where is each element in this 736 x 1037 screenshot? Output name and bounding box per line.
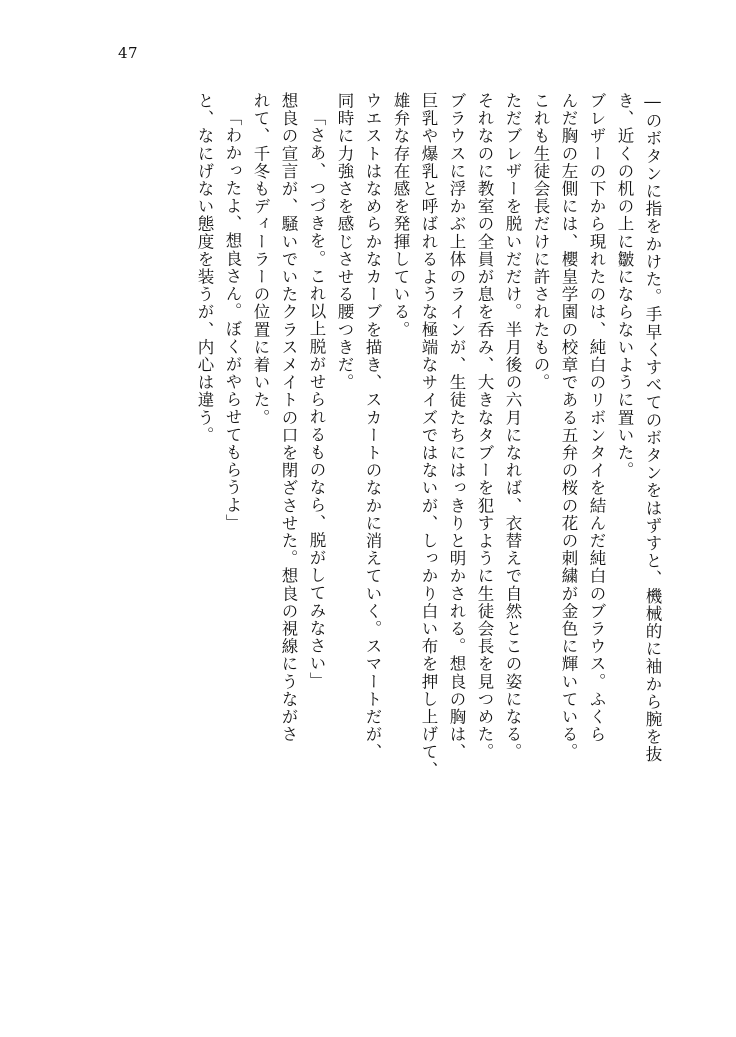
text-line: 同時に力強さを感じさせる腰つきだ。 xyxy=(335,92,354,392)
text-line: それなのに教室の全員が息を呑み、大きなタブーを犯すように生徒会長を見つめた。 xyxy=(475,92,494,761)
text-line: これも生徒会長だけに許されたもの。 xyxy=(531,92,550,392)
text-line: 巨乳や爆乳と呼ばれるような極端なサイズではないが、しっかり白い布を押し上げて、 xyxy=(419,92,438,779)
text-line: ウエストはなめらかなカーブを描き、スカートのなかに消えていく。スマートだが、 xyxy=(363,92,382,761)
text-line: 雄弁な存在感を発揮している。 xyxy=(391,92,410,339)
text-line: 「わかったよ、想良さん。ぼくがやらせてもらうよ」 xyxy=(223,109,242,532)
text-line: ただブレザーを脱いだだけ。半月後の六月になれば、衣替えで自然とこの姿になる。 xyxy=(503,92,522,761)
text-line: ―のボタンに指をかけた。手早くすべてのボタンをはずすと、機械的に袖から腕を抜 xyxy=(643,92,662,764)
text-line: と、なにげない態度を装うが、内心は違う。 xyxy=(195,92,214,444)
text-line: んだ胸の左側には、櫻皇学園の校章である五弁の桜の花の刺繍が金色に輝いている。 xyxy=(559,92,578,761)
body-text-block xyxy=(90,92,660,972)
text-line: れて、千冬もディーラーの位置に着いた。 xyxy=(251,92,270,427)
text-line: ブレザーの下から現れたのは、純白のリボンタイを結んだ純白のブラウス。ふくら xyxy=(587,92,606,744)
text-line: 「さあ、つづきを。これ以上脱がせられるものなら、脱がしてみなさい」 xyxy=(307,109,326,690)
page-number: 47 xyxy=(118,44,139,62)
text-line: き、近くの机の上に皺にならないように置いた。 xyxy=(615,92,634,480)
text-line: 想良の宣言が、騒いでいたクラスメイトの口を閉ざさせた。想良の視線にうながさ xyxy=(279,92,298,744)
text-line: ブラウスに浮かぶ上体のラインが、生徒たちにはっきりと明かされる。想良の胸は、 xyxy=(447,92,466,761)
